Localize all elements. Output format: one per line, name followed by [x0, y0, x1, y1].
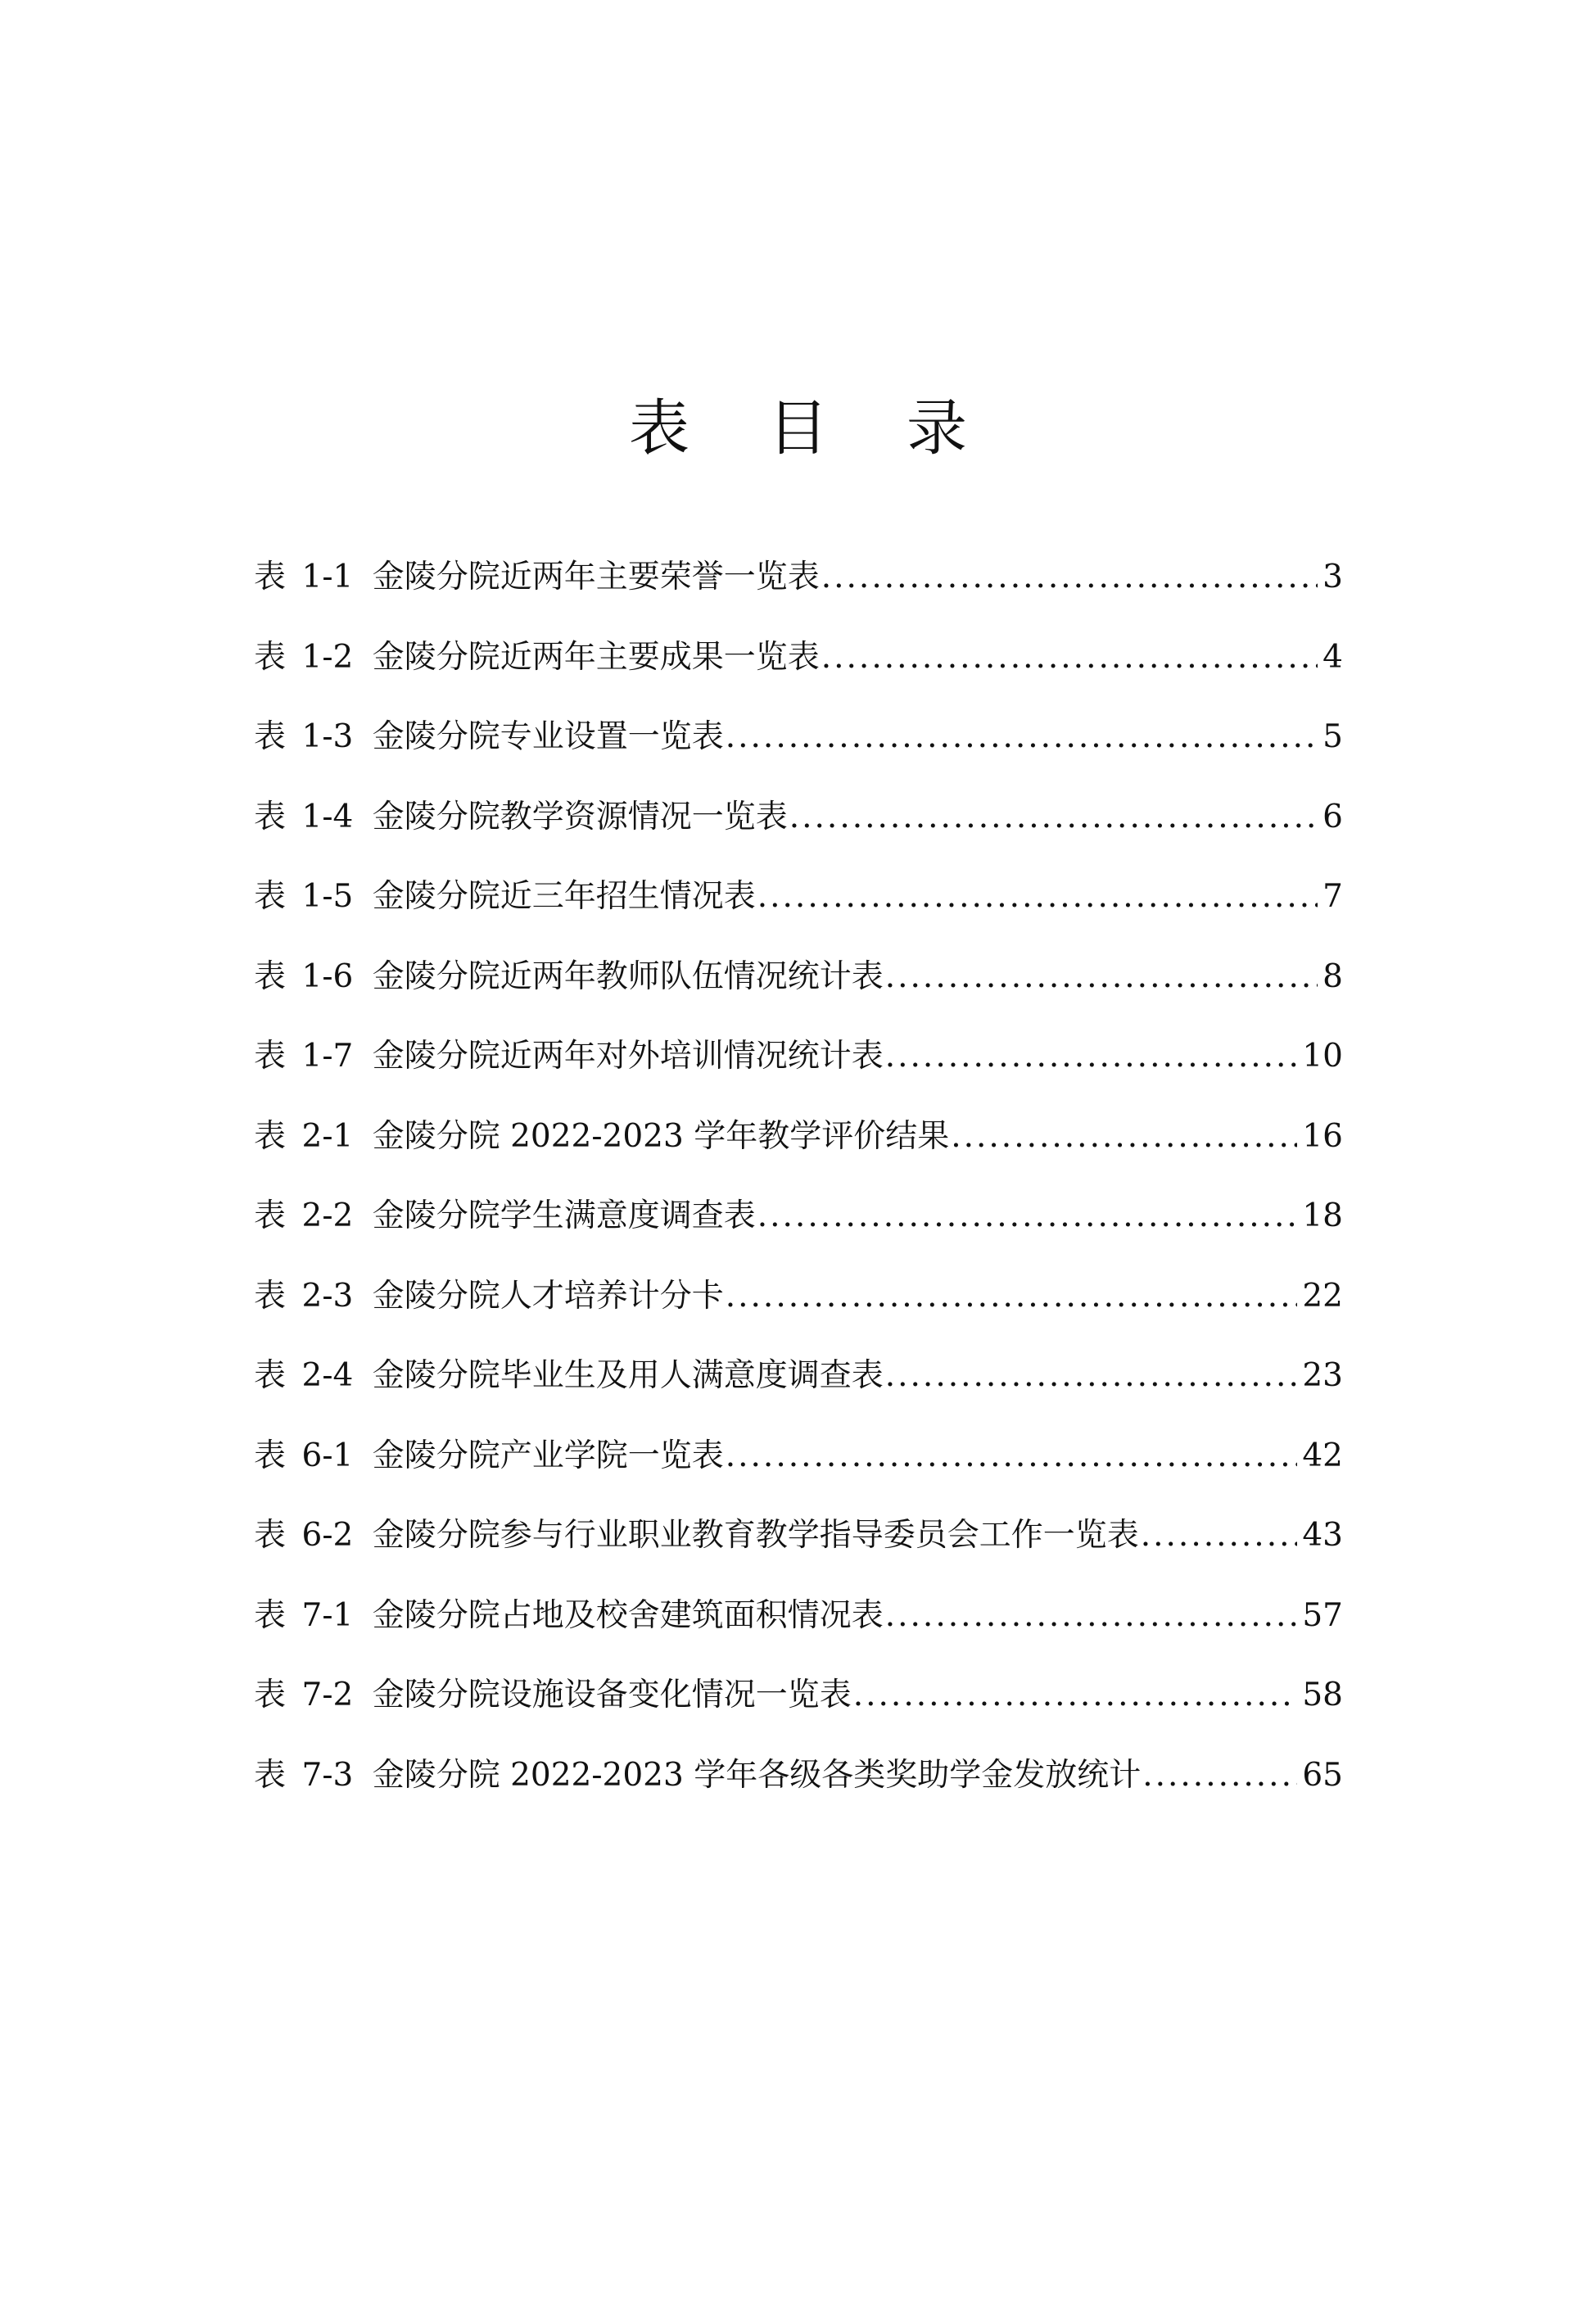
toc-entry[interactable]: [254, 537, 1343, 618]
toc-entry-page: 3: [1322, 559, 1343, 595]
toc-entry-page: 22: [1302, 1277, 1343, 1315]
toc-entry-title: 金陵分院 2022-2023 学年教学评价结果: [372, 1117, 950, 1155]
toc-entry-page: 16: [1302, 1117, 1343, 1155]
toc-entry[interactable]: [254, 1655, 1343, 1736]
toc-entry-prefix: 表: [254, 1038, 287, 1075]
toc-entry-title: 金陵分院人才培养计分卡: [372, 1277, 724, 1315]
toc-entry-page: 4: [1322, 638, 1343, 676]
toc-entry-number: 6-1: [301, 1437, 354, 1474]
toc-entry-title: 金陵分院设施设备变化情况一览表: [372, 1677, 852, 1713]
toc-entry-title: 金陵分院近两年教师队伍情况统计表: [372, 957, 884, 995]
toc-entry-prefix: 表: [254, 1197, 287, 1234]
toc-entry-prefix: 表: [254, 638, 287, 676]
toc-entry-title: 金陵分院占地及校舍建筑面积情况表: [372, 1596, 884, 1634]
toc-entry-page: 5: [1322, 718, 1343, 755]
toc-entry-page: 58: [1302, 1677, 1343, 1713]
toc-entry-prefix: 表: [254, 559, 287, 595]
toc-entry-page: 57: [1302, 1596, 1343, 1634]
page-title: 表 目 录: [628, 393, 997, 464]
toc-entry-title: 金陵分院专业设置一览表: [372, 718, 724, 755]
toc-entry[interactable]: [254, 618, 1343, 698]
toc-entry[interactable]: [254, 857, 1343, 937]
toc-entry-prefix: 表: [254, 1117, 287, 1155]
toc-dot-leader: [1142, 1736, 1297, 1816]
toc-entry-prefix: 表: [254, 798, 287, 835]
toc-entry[interactable]: [254, 1336, 1343, 1416]
toc-entry-prefix: 表: [254, 1517, 287, 1554]
toc-entry[interactable]: [254, 697, 1343, 777]
toc-dot-leader: [757, 857, 1318, 937]
toc-entry-number: 1-3: [301, 718, 354, 755]
table-of-tables: [254, 537, 1343, 1815]
toc-entry[interactable]: [254, 1176, 1343, 1256]
toc-entry-prefix: 表: [254, 1596, 287, 1634]
toc-entry-prefix: 表: [254, 878, 287, 915]
toc-dot-leader: [885, 1576, 1298, 1656]
toc-entry-number: 1-6: [301, 957, 354, 995]
toc-entry-page: 10: [1302, 1038, 1343, 1075]
toc-entry-prefix: 表: [254, 1437, 287, 1474]
toc-entry-title: 金陵分院学生满意度调查表: [372, 1197, 756, 1234]
toc-entry[interactable]: [254, 937, 1343, 1017]
toc-entry-page: 23: [1302, 1357, 1343, 1394]
toc-entry-title: 金陵分院近两年主要荣誉一览表: [372, 559, 820, 595]
toc-dot-leader: [853, 1655, 1298, 1736]
toc-entry-number: 2-2: [301, 1197, 354, 1234]
toc-dot-leader: [885, 1016, 1298, 1097]
toc-entry-number: 1-1: [301, 559, 354, 595]
toc-entry-number: 2-1: [301, 1117, 354, 1155]
toc-entry-title: 金陵分院参与行业职业教育教学指导委员会工作一览表: [372, 1517, 1139, 1554]
toc-dot-leader: [757, 1176, 1298, 1256]
toc-entry-title: 金陵分院近三年招生情况表: [372, 878, 756, 915]
toc-dot-leader: [885, 1336, 1298, 1416]
toc-entry-page: 6: [1322, 798, 1343, 835]
toc-entry[interactable]: [254, 1097, 1343, 1177]
toc-dot-leader: [726, 1416, 1298, 1496]
toc-entry[interactable]: [254, 1496, 1343, 1576]
toc-entry-prefix: 表: [254, 957, 287, 995]
toc-entry-page: 43: [1302, 1517, 1343, 1554]
toc-dot-leader: [789, 777, 1318, 858]
toc-entry-page: 42: [1302, 1437, 1343, 1474]
toc-entry-page: 8: [1322, 957, 1343, 995]
toc-entry-page: 18: [1302, 1197, 1343, 1234]
toc-entry-number: 2-4: [301, 1357, 354, 1394]
toc-entry-prefix: 表: [254, 1277, 287, 1315]
toc-entry-number: 7-1: [301, 1596, 354, 1634]
toc-dot-leader: [726, 697, 1318, 777]
toc-entry-number: 1-2: [301, 638, 354, 676]
toc-entry-page: 7: [1322, 878, 1343, 915]
toc-entry-number: 7-2: [301, 1677, 354, 1713]
toc-entry-number: 7-3: [301, 1756, 354, 1794]
toc-entry-title: 金陵分院近两年主要成果一览表: [372, 638, 820, 676]
toc-dot-leader: [951, 1097, 1297, 1177]
toc-entry[interactable]: [254, 777, 1343, 858]
toc-entry-title: 金陵分院毕业生及用人满意度调查表: [372, 1357, 884, 1394]
toc-entry-title: 金陵分院 2022-2023 学年各级各类奖助学金发放统计: [372, 1756, 1142, 1794]
toc-dot-leader: [821, 537, 1318, 618]
toc-entry-prefix: 表: [254, 1756, 287, 1794]
toc-entry[interactable]: [254, 1016, 1343, 1097]
toc-entry-number: 6-2: [301, 1517, 354, 1554]
toc-entry-page: 65: [1302, 1756, 1343, 1794]
toc-entry-title: 金陵分院教学资源情况一览表: [372, 798, 788, 835]
toc-entry[interactable]: [254, 1576, 1343, 1656]
toc-entry-number: 1-4: [301, 798, 354, 835]
toc-entry-number: 1-5: [301, 878, 354, 915]
toc-entry-title: 金陵分院产业学院一览表: [372, 1437, 724, 1474]
toc-entry-prefix: 表: [254, 1677, 287, 1713]
toc-entry-number: 2-3: [301, 1277, 354, 1315]
toc-entry-prefix: 表: [254, 718, 287, 755]
toc-entry-title: 金陵分院近两年对外培训情况统计表: [372, 1038, 884, 1075]
toc-dot-leader: [726, 1256, 1298, 1337]
toc-entry-number: 1-7: [301, 1038, 354, 1075]
toc-entry[interactable]: [254, 1256, 1343, 1337]
toc-entry[interactable]: [254, 1416, 1343, 1496]
toc-dot-leader: [885, 937, 1318, 1017]
toc-dot-leader: [821, 618, 1318, 698]
toc-entry[interactable]: [254, 1736, 1343, 1816]
toc-dot-leader: [1141, 1496, 1298, 1576]
toc-entry-prefix: 表: [254, 1357, 287, 1394]
